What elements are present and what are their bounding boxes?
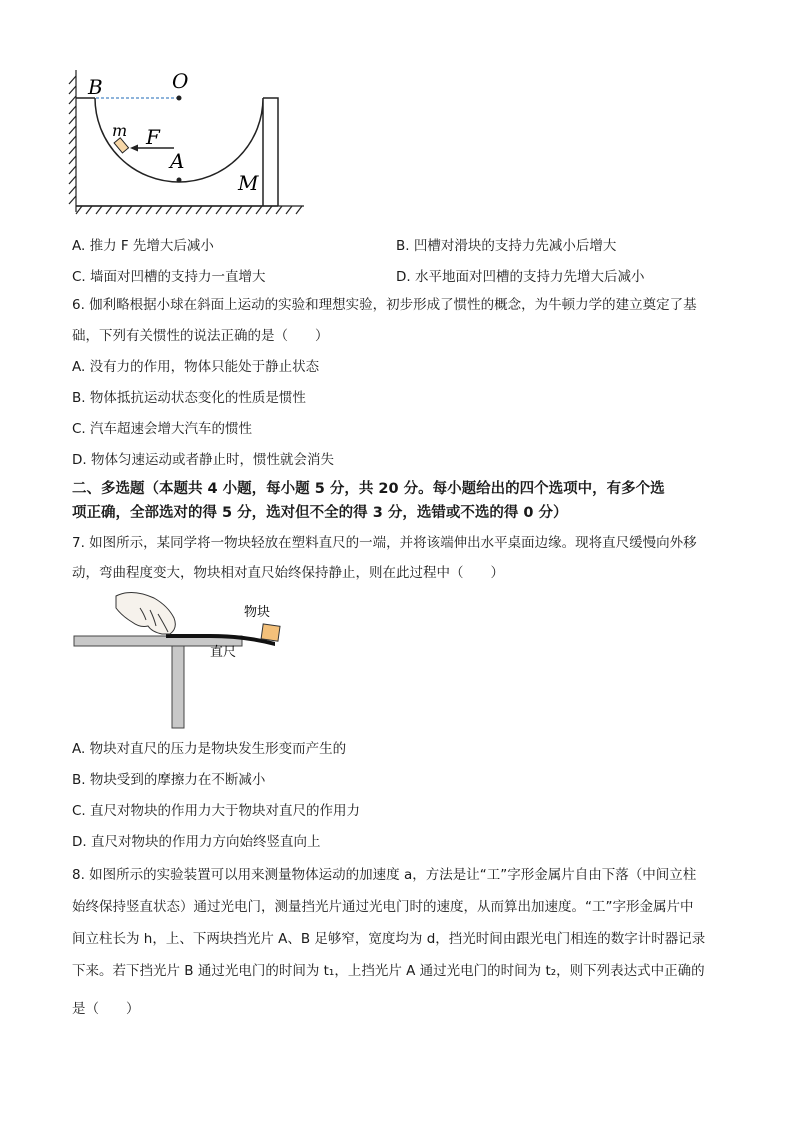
label-m: m bbox=[112, 121, 128, 140]
wall-hatch bbox=[69, 70, 76, 212]
slider-block bbox=[114, 138, 128, 153]
q5-option-d: D. 水平地面对凹槽的支持力先增大后减小 bbox=[396, 269, 645, 285]
q7-stem-line1: 7. 如图所示，某同学将一物块轻放在塑料直尺的一端，并将该端伸出水平桌面边缘。现将直尺缓慢向外移 bbox=[72, 535, 697, 551]
q8-stem-line5: 是（ ） bbox=[72, 1001, 140, 1017]
label-ruler: 直尺 bbox=[210, 645, 237, 660]
q5-figure bbox=[60, 62, 310, 222]
q5-option-b: B. 凹槽对滑块的支持力先减小后增大 bbox=[396, 238, 617, 254]
section2-heading-line1: 二、多选题（本题共 4 小题，每小题 5 分，共 20 分。每小题给出的四个选项中，有多个选 bbox=[72, 481, 665, 497]
q7-option-a: A. 物块对直尺的压力是物块发生形变而产生的 bbox=[72, 741, 347, 757]
q8-stem-line3: 间立柱长为 h，上、下两块挡光片 A、B 足够窄，宽度均为 d，挡光时间由跟光电门相连的数字计时器记录 bbox=[72, 931, 706, 947]
label-o: O bbox=[172, 69, 189, 93]
q6-option-d: D. 物体匀速运动或者静止时，惯性就会消失 bbox=[72, 452, 334, 468]
q8-stem-line4: 下来。若下挡光片 B 通过光电门的时间为 t₁，上挡光片 A 通过光电门的时间为 t₂，则下列表达式中正确的 bbox=[72, 963, 705, 979]
q5-option-c: C. 墙面对凹槽的支持力一直增大 bbox=[72, 269, 266, 285]
point-o bbox=[177, 96, 182, 101]
hand-icon bbox=[116, 592, 175, 634]
q7-option-c: C. 直尺对物块的作用力大于物块对直尺的作用力 bbox=[72, 803, 361, 819]
q7-stem-line2: 动，弯曲程度变大，物块相对直尺始终保持静止，则在此过程中（ ） bbox=[72, 565, 504, 581]
q6-stem-line1: 6. 伽利略根据小球在斜面上运动的实验和理想实验，初步形成了惯性的概念，为牛顿力学的建立奠定了基 bbox=[72, 297, 697, 313]
arrow-head-icon bbox=[130, 145, 138, 152]
q6-option-b: B. 物体抵抗运动状态变化的性质是惯性 bbox=[72, 390, 306, 406]
q7-option-d: D. 直尺对物块的作用力方向始终竖直向上 bbox=[72, 834, 321, 850]
q5-option-a: A. 推力 F 先增大后减小 bbox=[72, 238, 214, 254]
table-leg bbox=[172, 646, 184, 728]
ground-hatch bbox=[76, 206, 304, 214]
q7-option-b: B. 物块受到的摩擦力在不断减小 bbox=[72, 772, 266, 788]
point-a bbox=[177, 178, 182, 183]
q7-figure bbox=[70, 588, 300, 733]
label-b: B bbox=[88, 75, 103, 99]
section2-heading-line2: 项正确，全部选对的得 5 分，选对但不全的得 3 分，选错或不选的得 0 分） bbox=[72, 505, 568, 521]
label-block: 物块 bbox=[244, 605, 271, 620]
q8-stem-line1: 8. 如图所示的实验装置可以用来测量物体运动的加速度 a，方法是让“工”字形金属片自由下落（中间立柱 bbox=[72, 867, 697, 883]
label-f: F bbox=[146, 125, 160, 149]
q8-stem-line2: 始终保持竖直状态）通过光电门，测量挡光片通过光电门时的速度，从而算出加速度。“工”字形金属片中 bbox=[72, 899, 694, 915]
q6-stem-line2: 础，下列有关惯性的说法正确的是（ ） bbox=[72, 328, 329, 344]
q6-option-c: C. 汽车超速会增大汽车的惯性 bbox=[72, 421, 253, 437]
label-big-m: M bbox=[238, 171, 259, 195]
label-a: A bbox=[170, 149, 185, 173]
block bbox=[261, 624, 280, 641]
q6-option-a: A. 没有力的作用，物体只能处于静止状态 bbox=[72, 359, 320, 375]
